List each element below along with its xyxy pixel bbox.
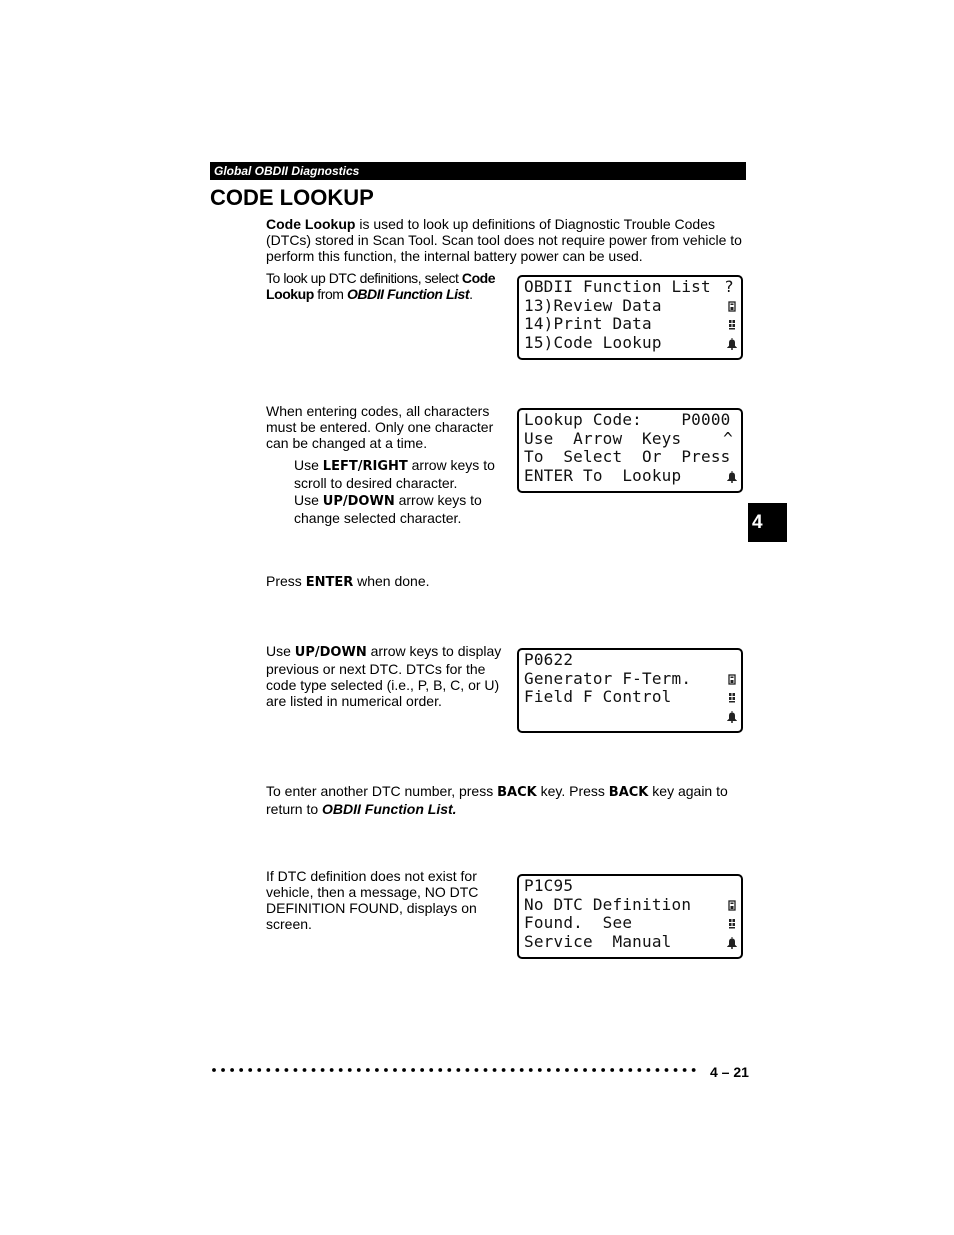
footer-dot (511, 1068, 515, 1072)
footer-dot (366, 1068, 370, 1072)
footer-dot (683, 1068, 687, 1072)
footer-dot (628, 1068, 632, 1072)
back-key-label: BACK (608, 785, 649, 800)
footer-dot (294, 1068, 298, 1072)
footer-dot (285, 1068, 289, 1072)
lcd-screen-lookup-code (517, 408, 743, 493)
step2-part: arrow keys to change selected character. (294, 492, 482, 526)
footer-dot (619, 1068, 623, 1072)
step1-bold: Code Lookup (266, 270, 496, 302)
scroll-up-down-icon (727, 670, 737, 688)
step3-text (266, 573, 566, 591)
intro-lead: Code Lookup (266, 216, 356, 232)
step2-part: Use (294, 492, 323, 508)
lcd-text: 13)Review Data (524, 295, 662, 315)
help-question-icon: ? (724, 277, 734, 296)
footer-dot (393, 1068, 397, 1072)
footer-dot (647, 1068, 651, 1072)
lcd-screen-dtc-definition (517, 648, 743, 733)
lcd-text: Lookup Code: P0000 (524, 410, 731, 429)
footer-dot (637, 1068, 641, 1072)
footer-dot (275, 1068, 279, 1072)
scroll-up-down-icon (727, 297, 737, 315)
step3-part: Press (266, 573, 306, 589)
key-separator: / (357, 459, 363, 474)
footer-dot (592, 1068, 596, 1072)
footer-dot (348, 1068, 352, 1072)
lcd-text: No DTC Definition (524, 894, 692, 914)
lcd-line (524, 896, 737, 915)
footer-dot (420, 1068, 424, 1072)
lcd-text: 15)Code Lookup (524, 333, 662, 353)
footer-dot (692, 1068, 696, 1072)
step1-text (266, 270, 506, 302)
footer-dot (402, 1068, 406, 1072)
bell-icon (727, 334, 737, 352)
step4-text (266, 643, 506, 709)
footer-dot (538, 1068, 542, 1072)
bell-icon (727, 933, 737, 951)
footer-dot (438, 1068, 442, 1072)
footer-dot (221, 1068, 225, 1072)
lcd-text: Found. See (524, 913, 633, 933)
footer-dot (502, 1068, 506, 1072)
lcd-text: Service Manual (524, 932, 672, 952)
footer-dot (466, 1068, 470, 1072)
footer-dot (303, 1068, 307, 1072)
footer-dot (484, 1068, 488, 1072)
step1-part: To look up DTC definitions, select (266, 270, 462, 286)
down-key-label: DOWN (347, 494, 395, 509)
page-title: CODE LOOKUP (210, 185, 374, 210)
footer-dot (339, 1068, 343, 1072)
enter-key-label: ENTER (305, 575, 354, 590)
key-separator: / (314, 645, 320, 660)
footer-dot (475, 1068, 479, 1072)
footer-dot (520, 1068, 524, 1072)
lcd-text: Generator F-Term. (524, 668, 692, 688)
lcd-line (524, 670, 737, 689)
lcd-line (524, 688, 737, 707)
left-key-label: LEFT (322, 459, 358, 474)
step6-text: If DTC definition does not exist for vehicle, then a message, NO DTC DEFINITION FOUND, displays on screen. (266, 868, 479, 932)
footer-dot (610, 1068, 614, 1072)
lcd-text: OBDII Function List (524, 277, 711, 296)
lcd-line (524, 877, 737, 896)
section-name: Global OBDII Diagnostics (214, 164, 360, 178)
footer-dot (565, 1068, 569, 1072)
step4-part: Use (266, 643, 295, 659)
scroll-more-icon (727, 315, 737, 333)
footer-dot (547, 1068, 551, 1072)
cursor-caret-icon: ^ (723, 428, 733, 448)
footer-dot (357, 1068, 361, 1072)
lcd-line (524, 278, 737, 297)
step5-part: key. Press (536, 783, 609, 799)
lcd-text: To Select Or Press (524, 447, 731, 467)
key-separator: / (342, 494, 348, 509)
down-key-label: DOWN (319, 645, 367, 660)
step5-menu-ref: OBDII Function List. (322, 801, 457, 817)
lcd-text: P1C95 (524, 876, 574, 895)
footer-dot (330, 1068, 334, 1072)
lcd-screen-function-list (517, 275, 743, 360)
scroll-more-icon (727, 688, 737, 706)
footer-dot (601, 1068, 605, 1072)
footer-dot (248, 1068, 252, 1072)
bell-icon (727, 707, 737, 725)
lcd-text: Use Arrow Keys (524, 428, 682, 448)
step2-intro: When entering codes, all characters must be entered. Only one character can be changed at a time. (266, 403, 494, 451)
step2-bullet-left-right (294, 457, 504, 491)
footer-dot (665, 1068, 669, 1072)
lcd-text: Field F Control (524, 687, 672, 707)
footer-dot (447, 1068, 451, 1072)
lcd-line (524, 707, 737, 726)
footer-dot (656, 1068, 660, 1072)
up-key-label: UP (322, 494, 343, 509)
footer-dot (312, 1068, 316, 1072)
step3-part: when done. (353, 573, 430, 589)
scroll-up-down-icon (727, 896, 737, 914)
back-key-label: BACK (497, 785, 537, 800)
footer-dot (212, 1068, 216, 1072)
step2-part: arrow keys to scroll to desired character. (294, 457, 495, 491)
lcd-line (524, 914, 737, 933)
lcd-screen-no-definition (517, 874, 743, 959)
step2-bullet-up-down (294, 492, 504, 526)
footer-dot (493, 1068, 497, 1072)
footer-dot (674, 1068, 678, 1072)
footer-dot (429, 1068, 433, 1072)
lcd-text: P0622 (524, 650, 574, 669)
step5-part: key again to return to (266, 783, 728, 817)
intro-paragraph (266, 216, 746, 264)
lcd-line (524, 411, 737, 430)
lcd-line (524, 297, 737, 316)
lcd-line (524, 933, 737, 952)
lcd-line (524, 430, 737, 449)
lcd-line (524, 467, 737, 486)
lcd-line (524, 334, 737, 353)
page-number: 4 – 21 (710, 1064, 749, 1080)
bell-icon (727, 467, 737, 485)
section-header-bar (210, 162, 746, 180)
step1-part: . (469, 286, 473, 302)
footer-dot (556, 1068, 560, 1072)
footer-dot (257, 1068, 261, 1072)
footer-dot (230, 1068, 234, 1072)
step5-part: To enter another DTC number, press (266, 783, 498, 799)
chapter-tab: 4 (748, 503, 787, 542)
footer-dot (529, 1068, 533, 1072)
lcd-line (524, 315, 737, 334)
footer-dot (239, 1068, 243, 1072)
up-key-label: UP (294, 645, 315, 660)
footer-dot (456, 1068, 460, 1072)
intro-text: is used to look up definitions of Diagnostic Trouble Codes (DTCs) stored in Scan Tool. Scan tool does not require power from vehicle to perform this function, the internal battery power can be used. (266, 216, 742, 264)
footer-dot (321, 1068, 325, 1072)
footer-dot (375, 1068, 379, 1072)
footer-dot-rule (212, 1065, 702, 1075)
lcd-line (524, 651, 737, 670)
step5-text (266, 783, 746, 817)
footer-dot (411, 1068, 415, 1072)
right-key-label: RIGHT (362, 459, 408, 474)
step1-part: from (313, 286, 347, 302)
footer-dot (384, 1068, 388, 1072)
scroll-more-icon (727, 914, 737, 932)
lcd-line (524, 448, 737, 467)
footer-dot (266, 1068, 270, 1072)
step4-part: arrow keys to display previous or next DTC. DTCs for the code type selected (i.e., P, B, C, or U) are listed in numerical order. (266, 643, 502, 709)
lcd-text: 14)Print Data (524, 314, 652, 334)
footer-dot (583, 1068, 587, 1072)
step2-part: Use (294, 457, 323, 473)
lcd-text: ENTER To Lookup (524, 466, 682, 486)
step1-menu-ref: OBDII Function List (346, 286, 470, 302)
footer-dot (574, 1068, 578, 1072)
